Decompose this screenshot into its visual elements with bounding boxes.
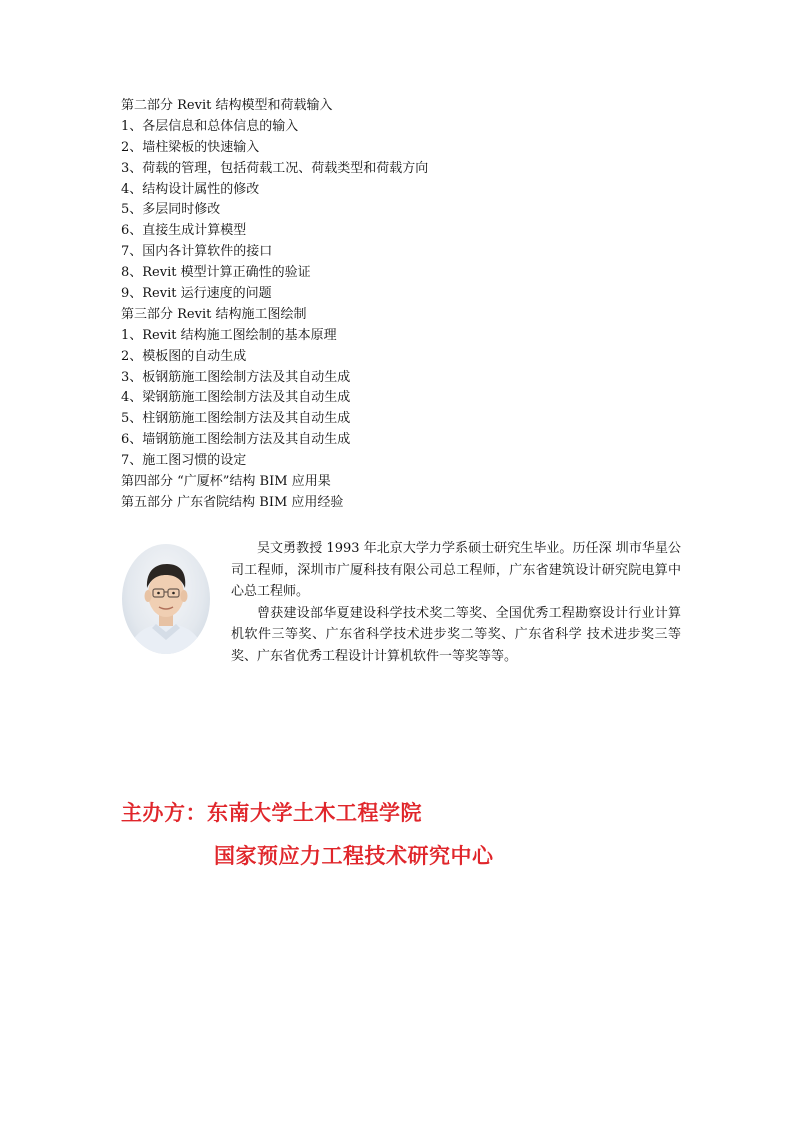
- outline-line: 第三部分 Revit 结构施工图绘制: [121, 306, 307, 322]
- outline-line: 第四部分 “广厦杯”结构 BIM 应用果: [121, 474, 331, 490]
- outline-line: 1、各层信息和总体信息的输入: [121, 118, 299, 134]
- bio-paragraph-1: 吴文勇教授 1993 年北京大学力学系硕士研究生毕业。历任深 圳市华星公司工程师，深圳市广厦科技有限公司总工程师，广东省建筑设计研究院电算中心总工程师。: [231, 541, 681, 599]
- portrait-graphic: [122, 544, 210, 654]
- outline-line: 4、梁钢筋施工图绘制方法及其自动生成: [121, 390, 351, 406]
- outline-line: 8、Revit 模型计算正确性的验证: [121, 265, 311, 281]
- outline-line: 3、荷载的管理，包括荷载工况、荷载类型和荷载方向: [121, 160, 429, 176]
- outline-line: 6、直接生成计算模型: [121, 223, 247, 239]
- bio-paragraph-2: 曾获建设部华夏建设科学技术奖二等奖、全国优秀工程勘察设计行业计算机软件三等奖、广东省科学技术进步奖二等奖、广东省科学 技术进步奖三等奖、广东省优秀工程设计计算机软件一等奖等等。: [231, 605, 681, 664]
- outline-line: 7、施工图习惯的设定: [121, 453, 247, 469]
- outline-line: 第五部分 广东省院结构 BIM 应用经验: [121, 494, 344, 510]
- outline-line: 7、国内各计算软件的接口: [121, 244, 273, 260]
- sponsor-line-1: 主办方：东南大学土木工程学院: [121, 801, 422, 825]
- outline-line: 3、板钢筋施工图绘制方法及其自动生成: [121, 369, 351, 385]
- speaker-photo: [122, 544, 210, 654]
- sponsor-line-2: 国家预应力工程技术研究中心: [214, 844, 494, 868]
- outline-line: 6、墙钢筋施工图绘制方法及其自动生成: [121, 432, 351, 448]
- outline-line: 第二部分 Revit 结构模型和荷载输入: [121, 98, 333, 113]
- bio-text: [231, 538, 681, 667]
- outline-line: 5、柱钢筋施工图绘制方法及其自动生成: [121, 411, 351, 427]
- outline-line: 5、多层同时修改: [121, 202, 221, 218]
- outline-line: 1、Revit 结构施工图绘制的基本原理: [121, 327, 337, 343]
- outline-line: 2、墙柱梁板的快速输入: [121, 139, 260, 155]
- outline-line: 9、Revit 运行速度的问题: [121, 286, 272, 302]
- outline-line: 2、模板图的自动生成: [121, 348, 247, 364]
- speaker-bio: [121, 538, 681, 668]
- course-outline: [121, 96, 721, 514]
- outline-line: 4、结构设计属性的修改: [121, 181, 260, 197]
